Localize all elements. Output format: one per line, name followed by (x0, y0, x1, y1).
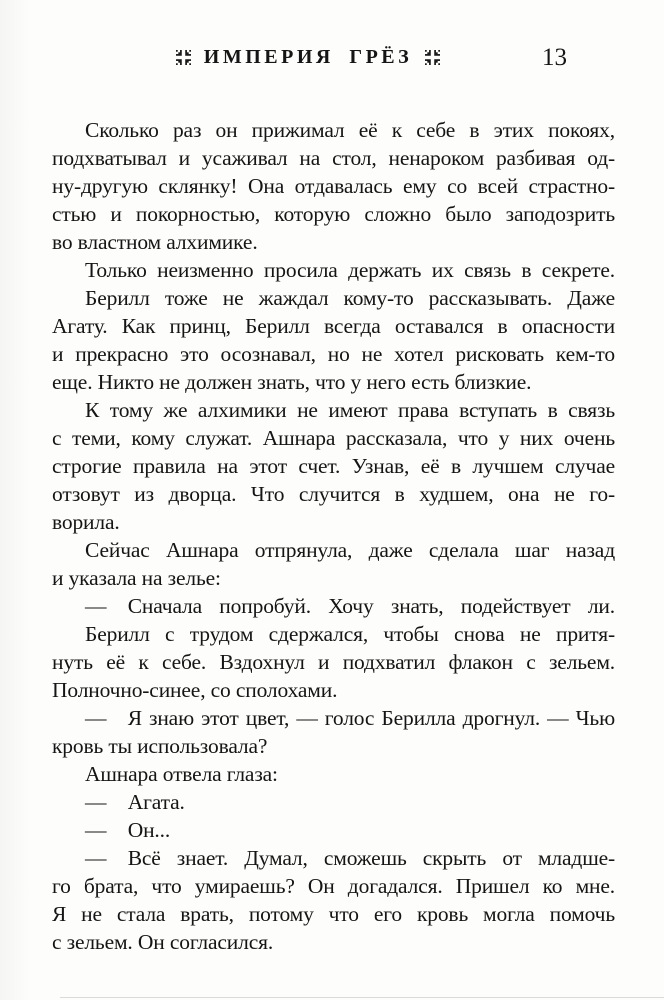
text-line: с теми, кому служат. Ашнара рассказала, что у них очень (52, 426, 615, 450)
text-line: — Всё знает. Думал, сможешь скрыть от младше- (85, 846, 615, 870)
text-line: кровь ты использовала? (52, 734, 268, 758)
text-line: отзовут из дворца. Что случится в худшем, она не го- (52, 482, 615, 506)
text-line: Сейчас Ашнара отпрянула, даже сделала шаг назад (85, 538, 615, 562)
paragraph (52, 536, 615, 592)
paragraph (52, 704, 615, 760)
text-line: К тому же алхимики не имеют права вступать в связь (85, 398, 615, 422)
paragraph (52, 620, 615, 704)
paragraph (52, 592, 615, 620)
text-line: и прекрасно это осознавал, но не хотел рисковать кем-то (52, 342, 615, 366)
text-line: нуть её к себе. Вздохнул и подхватил флакон с зельем. (52, 650, 615, 674)
scan-edge-left (0, 0, 30, 1000)
text-line: подхватывал и усаживал на стол, ненароком разбивая од- (52, 146, 615, 170)
text-line: ну-другую склянку! Она отдавалась ему со всей страстно- (52, 174, 615, 198)
text-line: го брата, что умираешь? Он догадался. Пришел ко мне. (52, 874, 615, 898)
text-line: с зельем. Он согласился. (52, 930, 274, 954)
text-line: Ашнара отвела глаза: (85, 762, 278, 786)
florette-ornament-icon (425, 50, 440, 65)
text-line: Сколько раз он прижимал её к себе в этих покоях, (85, 118, 615, 142)
text-line: Берилл с трудом сдержался, чтобы снова не притя- (85, 622, 615, 646)
text-line: строгие правила на этот счет. Узнав, её в лучшем случае (52, 454, 615, 478)
paragraph (52, 844, 615, 956)
paragraph (52, 816, 615, 844)
text-line: во властном алхимике. (52, 230, 258, 254)
body-text (52, 116, 615, 956)
text-line: Только неизменно просила держать их связь в секрете. (85, 258, 615, 282)
text-line: — Я знаю этот цвет, — голос Берилла дрогнул. — Чью (85, 706, 615, 730)
text-line: — Он... (85, 818, 171, 842)
paragraph (52, 116, 615, 256)
book-title: ИМПЕРИЯ ГРЁЗ (203, 46, 413, 68)
page-number: 13 (542, 44, 567, 71)
text-line: еще. Никто не должен знать, что у него есть близкие. (52, 370, 532, 394)
text-line: Полночно-синее, со сполохами. (52, 678, 338, 702)
paragraph (52, 760, 615, 788)
page-header (0, 46, 664, 76)
text-line: — Агата. (85, 790, 185, 814)
scan-edge-bottom (60, 997, 664, 998)
text-line: Я не стала врать, потому что его кровь могла помочь (52, 902, 615, 926)
text-line: Берилл тоже не жаждал кому-то рассказывать. Даже (85, 286, 615, 310)
paragraph (52, 396, 615, 536)
text-line: — Сначала попробуй. Хочу знать, подействует ли. (85, 594, 615, 618)
paragraph (52, 284, 615, 396)
text-line: Агату. Как принц, Берилл всегда оставался в опасности (52, 314, 615, 338)
florette-ornament-icon (176, 50, 191, 65)
paragraph (52, 788, 615, 816)
text-line: стью и покорностью, которую сложно было заподозрить (52, 202, 615, 226)
text-line: и указала на зелье: (52, 566, 221, 590)
text-line: ворила. (52, 510, 120, 534)
paragraph (52, 256, 615, 284)
